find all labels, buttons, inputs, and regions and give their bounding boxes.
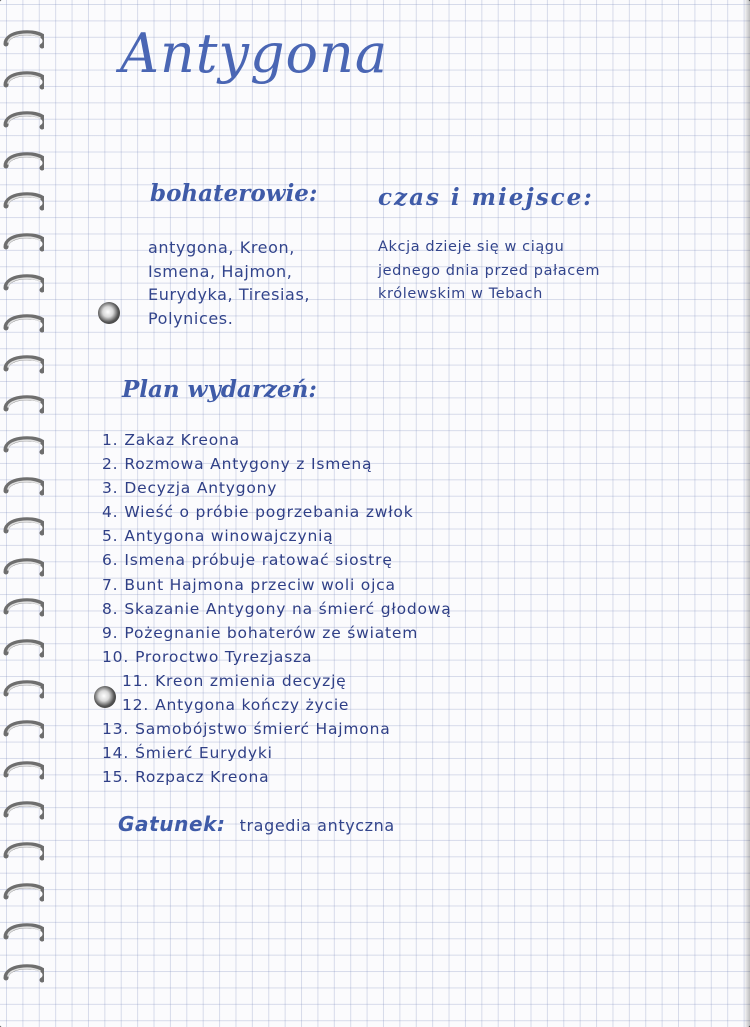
plan-item-text: Śmierć Eurydyki	[135, 744, 273, 763]
plan-item-number: 1.	[102, 431, 119, 449]
spiral-ring	[2, 840, 44, 862]
punch-hole	[94, 686, 116, 708]
plan-item-number: 6.	[102, 551, 119, 570]
spiral-ring	[2, 190, 44, 212]
plan-item-number: 2.	[102, 455, 119, 474]
spiral-ring	[2, 556, 44, 578]
plan-item	[102, 597, 452, 621]
plan-item-text: Samobójstwo śmierć Hajmona	[135, 720, 391, 739]
plan-heading: Plan wydarzeń:	[122, 376, 317, 403]
time-place-heading: czas i miejsce:	[378, 184, 594, 211]
spiral-ring	[2, 637, 44, 659]
characters-line: Eurydyka, Tiresias,	[148, 285, 311, 304]
plan-item-number: 4.	[102, 503, 119, 522]
plan-item-number: 11.	[122, 671, 150, 690]
plan-item	[102, 669, 452, 693]
plan-item-text: Decyzja Antygony	[124, 479, 278, 498]
spiral-ring	[2, 759, 44, 781]
plan-item-text: Antygona kończy życie	[155, 696, 350, 715]
page-title: Antygona	[120, 22, 389, 85]
plan-item-text: Ismena próbuje ratować siostrę	[124, 551, 393, 570]
plan-item	[102, 524, 452, 548]
page-edge-shadow	[744, 0, 750, 1027]
spiral-ring	[2, 515, 44, 537]
plan-item	[102, 693, 452, 717]
time-place-line: królewskim w Tebach	[378, 286, 543, 302]
plan-item-number: 5.	[102, 527, 119, 546]
plan-item-text: Wieść o próbie pogrzebania zwłok	[124, 503, 414, 522]
plan-item-text: Kreon zmienia decyzję	[155, 671, 347, 690]
plan-item-text: Zakaz Kreona	[124, 431, 240, 449]
plan-item	[102, 645, 452, 669]
plan-item-number: 10.	[102, 647, 130, 666]
characters-line: Ismena, Hajmon,	[148, 261, 293, 281]
plan-item	[102, 428, 452, 452]
spiral-ring	[2, 921, 44, 943]
spiral-ring	[2, 434, 44, 456]
plan-item-text: Skazanie Antygony na śmierć głodową	[124, 599, 452, 618]
plan-item-number: 8.	[102, 599, 119, 618]
spiral-ring	[2, 718, 44, 740]
plan-item-text: Antygona winowajczynią	[124, 527, 334, 546]
plan-item-number: 12.	[122, 696, 150, 715]
characters-heading: bohaterowie:	[150, 180, 318, 207]
spiral-ring	[2, 596, 44, 618]
plan-item-number: 7.	[102, 575, 119, 594]
plan-item	[102, 621, 452, 645]
punch-hole	[98, 302, 120, 324]
genre-line	[118, 812, 395, 836]
spiral-ring	[2, 393, 44, 415]
spiral-ring	[2, 28, 44, 50]
spiral-ring	[2, 69, 44, 91]
genre-label: Gatunek:	[118, 812, 226, 836]
time-place-text	[378, 236, 600, 307]
plan-item	[102, 573, 452, 597]
time-place-line: jednego dnia przed pałacem	[378, 262, 601, 279]
plan-item	[102, 476, 452, 500]
plan-item	[102, 548, 452, 572]
spiral-ring	[2, 678, 44, 700]
plan-item	[102, 717, 452, 741]
plan-item-number: 3.	[102, 479, 119, 498]
genre-value: tragedia antyczna	[239, 816, 395, 835]
spiral-ring	[2, 799, 44, 821]
plan-item	[102, 765, 452, 789]
spiral-ring	[2, 962, 44, 984]
plan-item-text: Rozmowa Antygony z Ismeną	[124, 455, 373, 474]
plan-item-text: Proroctwo Tyrezjasza	[135, 647, 313, 666]
plan-item-text: Pożegnanie bohaterów ze światem	[124, 623, 419, 642]
plan-item-text: Bunt Hajmona przeciw woli ojca	[124, 575, 396, 594]
spiral-ring	[2, 109, 44, 131]
plan-item-text: Rozpacz Kreona	[135, 768, 270, 787]
characters-list	[148, 236, 310, 330]
spiral-ring	[2, 353, 44, 375]
plan-list	[102, 428, 452, 789]
spiral-ring	[2, 272, 44, 294]
time-place-line: Akcja dzieje się w ciągu	[378, 239, 565, 255]
spiral-ring	[2, 881, 44, 903]
spiral-ring	[2, 312, 44, 334]
plan-item-number: 13.	[102, 720, 130, 739]
plan-item	[102, 452, 452, 476]
characters-line: Polynices.	[148, 308, 234, 328]
spiral-binding	[0, 0, 48, 1027]
plan-item-number: 15.	[102, 768, 130, 787]
spiral-ring	[2, 475, 44, 497]
plan-item-number: 14.	[102, 744, 130, 763]
spiral-ring	[2, 150, 44, 172]
characters-line: antygona, Kreon,	[148, 238, 295, 257]
plan-item	[102, 741, 452, 765]
spiral-ring	[2, 231, 44, 253]
plan-item	[102, 500, 452, 524]
plan-item-number: 9.	[102, 623, 119, 642]
